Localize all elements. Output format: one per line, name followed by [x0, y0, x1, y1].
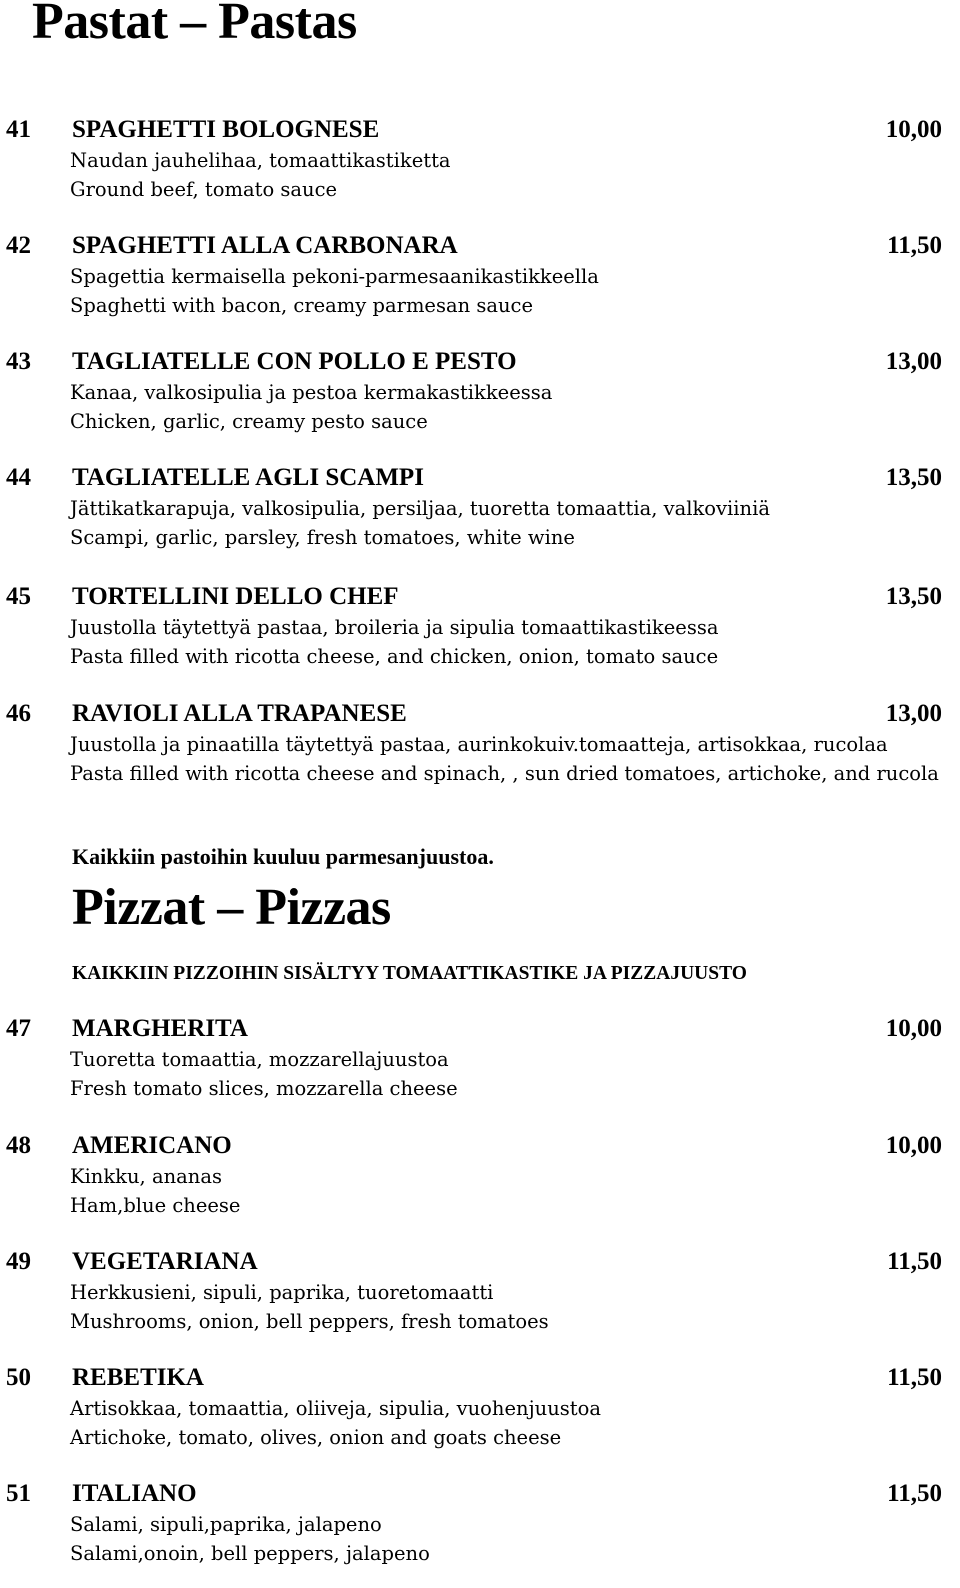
item-name: REBETIKA	[72, 1364, 204, 1391]
item-price: 10,00	[885, 1015, 942, 1042]
item-number: 41	[6, 116, 31, 143]
menu-item-49	[0, 1248, 960, 1336]
item-price: 10,00	[885, 116, 942, 143]
pasta-note: Kaikkiin pastoihin kuuluu parmesanjuustoa.	[72, 844, 494, 869]
item-description-fi: Tuoretta tomaattia, mozzarellajuustoa	[70, 1048, 449, 1071]
menu-item-47	[0, 1015, 960, 1103]
item-name: TAGLIATELLE AGLI SCAMPI	[72, 464, 424, 491]
item-description-en: Artichoke, tomato, olives, onion and goats cheese	[70, 1426, 562, 1449]
item-description-fi: Jättikatkarapuja, valkosipulia, persiljaa, tuoretta tomaattia, valkoviiniä	[70, 497, 770, 520]
item-number: 48	[6, 1132, 31, 1159]
item-description-en: Mushrooms, onion, bell peppers, fresh tomatoes	[70, 1310, 549, 1333]
item-name: VEGETARIANA	[72, 1248, 258, 1275]
item-price: 13,00	[885, 700, 942, 727]
item-description-fi: Juustolla täytettyä pastaa, broileria ja sipulia tomaattikastikeessa	[70, 616, 719, 639]
item-price: 11,50	[887, 232, 942, 259]
item-price: 13,00	[885, 348, 942, 375]
item-price: 11,50	[887, 1480, 942, 1507]
item-name: AMERICANO	[72, 1132, 232, 1159]
item-description-en: Ground beef, tomato sauce	[70, 178, 338, 201]
item-description-fi: Artisokkaa, tomaattia, oliiveja, sipulia, vuohenjuustoa	[70, 1397, 601, 1420]
item-description-fi: Kinkku, ananas	[70, 1165, 222, 1188]
item-description-en: Ham,blue cheese	[70, 1194, 241, 1217]
item-name: SPAGHETTI BOLOGNESE	[72, 116, 380, 143]
menu-item-43	[0, 348, 960, 436]
item-description-en: Pasta filled with ricotta cheese and spinach, , sun dried tomatoes, artichoke, and rucola	[70, 762, 939, 785]
menu-item-42	[0, 232, 960, 320]
item-description-en: Fresh tomato slices, mozzarella cheese	[70, 1077, 458, 1100]
item-description-fi: Salami, sipuli,paprika, jalapeno	[70, 1513, 382, 1536]
item-description-en: Salami,onoin, bell peppers, jalapeno	[70, 1542, 430, 1565]
item-description-en: Spaghetti with bacon, creamy parmesan sauce	[70, 294, 534, 317]
item-number: 46	[6, 700, 31, 727]
item-description-fi: Naudan jauhelihaa, tomaattikastiketta	[70, 149, 451, 172]
item-price: 11,50	[887, 1248, 942, 1275]
item-number: 49	[6, 1248, 31, 1275]
item-price: 11,50	[887, 1364, 942, 1391]
item-price: 10,00	[885, 1132, 942, 1159]
menu-item-44	[0, 464, 960, 552]
item-description-fi: Herkkusieni, sipuli, paprika, tuoretomaatti	[70, 1281, 494, 1304]
item-description-en: Scampi, garlic, parsley, fresh tomatoes, white wine	[70, 526, 575, 549]
item-number: 43	[6, 348, 31, 375]
item-number: 50	[6, 1364, 31, 1391]
item-name: MARGHERITA	[72, 1015, 248, 1042]
item-name: TORTELLINI DELLO CHEF	[72, 583, 399, 610]
item-description-fi: Kanaa, valkosipulia ja pestoa kermakastikkeessa	[70, 381, 553, 404]
pizza-section-title: Pizzat – Pizzas	[72, 879, 391, 936]
menu-item-41	[0, 116, 960, 204]
menu-item-48	[0, 1132, 960, 1220]
menu-item-46	[0, 700, 960, 788]
item-name: SPAGHETTI ALLA CARBONARA	[72, 232, 458, 259]
pizza-subtitle: KAIKKIIN PIZZOIHIN SISÄLTYY TOMAATTIKASTIKE JA PIZZAJUUSTO	[72, 963, 747, 984]
item-description-en: Chicken, garlic, creamy pesto sauce	[70, 410, 428, 433]
item-description-fi: Spagettia kermaisella pekoni-parmesaanikastikkeella	[70, 265, 599, 288]
item-price: 13,50	[885, 464, 942, 491]
item-number: 45	[6, 583, 31, 610]
item-number: 44	[6, 464, 31, 491]
item-name: TAGLIATELLE CON POLLO E PESTO	[72, 348, 517, 375]
item-number: 42	[6, 232, 31, 259]
item-name: RAVIOLI ALLA TRAPANESE	[72, 700, 407, 727]
menu-item-51	[0, 1480, 960, 1568]
item-number: 47	[6, 1015, 31, 1042]
item-description-fi: Juustolla ja pinaatilla täytettyä pastaa, aurinkokuiv.tomaatteja, artisokkaa, rucolaa	[70, 733, 888, 756]
menu-item-50	[0, 1364, 960, 1452]
item-name: ITALIANO	[72, 1480, 197, 1507]
item-price: 13,50	[885, 583, 942, 610]
item-description-en: Pasta filled with ricotta cheese, and chicken, onion, tomato sauce	[70, 645, 719, 668]
item-number: 51	[6, 1480, 31, 1507]
pasta-section-title: Pastat – Pastas	[32, 0, 357, 50]
menu-item-45	[0, 583, 960, 671]
